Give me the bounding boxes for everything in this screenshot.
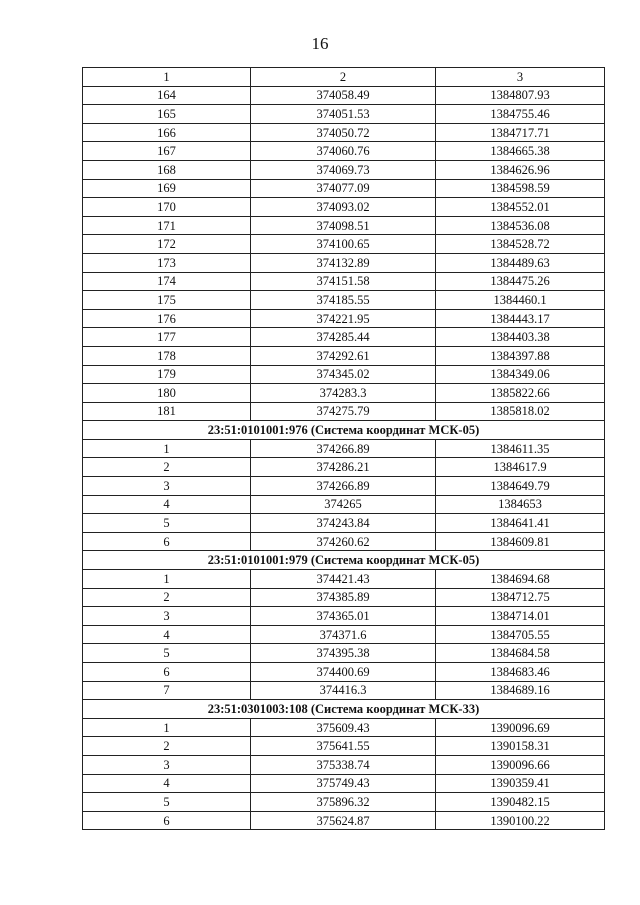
- x-coordinate-cell: 375624.87: [251, 811, 436, 830]
- table-row: [83, 384, 605, 403]
- table-row: [83, 328, 605, 347]
- table-row: [83, 291, 605, 310]
- x-coordinate-cell: 374286.21: [251, 458, 436, 477]
- point-number-cell: 167: [83, 142, 251, 161]
- point-number-cell: 6: [83, 663, 251, 682]
- table-row: [83, 439, 605, 458]
- point-number-cell: 7: [83, 681, 251, 700]
- y-coordinate-cell: 1384705.55: [436, 625, 605, 644]
- point-number-cell: 173: [83, 253, 251, 272]
- table-row: [83, 588, 605, 607]
- point-number-cell: 174: [83, 272, 251, 291]
- table-row: [83, 458, 605, 477]
- table-row: [83, 179, 605, 198]
- table-row: [83, 235, 605, 254]
- table-row: [83, 198, 605, 217]
- x-coordinate-cell: 374266.89: [251, 439, 436, 458]
- x-coordinate-cell: 374260.62: [251, 532, 436, 551]
- point-number-cell: 178: [83, 346, 251, 365]
- y-coordinate-cell: 1384684.58: [436, 644, 605, 663]
- header-cell-x: 2: [251, 68, 436, 87]
- section-header-row: [83, 700, 605, 719]
- point-number-cell: 177: [83, 328, 251, 347]
- x-coordinate-cell: 374132.89: [251, 253, 436, 272]
- section-header-row: [83, 551, 605, 570]
- y-coordinate-cell: 1384552.01: [436, 198, 605, 217]
- y-coordinate-cell: 1384617.9: [436, 458, 605, 477]
- x-coordinate-cell: 375749.43: [251, 774, 436, 793]
- table-row: [83, 755, 605, 774]
- x-coordinate-cell: 374395.38: [251, 644, 436, 663]
- x-coordinate-cell: 374151.58: [251, 272, 436, 291]
- point-number-cell: 6: [83, 811, 251, 830]
- y-coordinate-cell: 1384683.46: [436, 663, 605, 682]
- table-row: [83, 86, 605, 105]
- table-row: [83, 681, 605, 700]
- y-coordinate-cell: 1384665.38: [436, 142, 605, 161]
- point-number-cell: 5: [83, 514, 251, 533]
- table-row: [83, 811, 605, 830]
- point-number-cell: 176: [83, 309, 251, 328]
- x-coordinate-cell: 374098.51: [251, 216, 436, 235]
- y-coordinate-cell: 1384712.75: [436, 588, 605, 607]
- x-coordinate-cell: 374100.65: [251, 235, 436, 254]
- x-coordinate-cell: 374058.49: [251, 86, 436, 105]
- section-title: 23:51:0101001:979 (Система координат МСК-05): [83, 551, 605, 570]
- y-coordinate-cell: 1390359.41: [436, 774, 605, 793]
- x-coordinate-cell: 374185.55: [251, 291, 436, 310]
- x-coordinate-cell: 374275.79: [251, 402, 436, 421]
- point-number-cell: 170: [83, 198, 251, 217]
- table-row: [83, 793, 605, 812]
- point-number-cell: 2: [83, 458, 251, 477]
- x-coordinate-cell: 374265: [251, 495, 436, 514]
- table-row: [83, 123, 605, 142]
- table-row: [83, 142, 605, 161]
- table-row: [83, 477, 605, 496]
- table-row: [83, 607, 605, 626]
- x-coordinate-cell: 374093.02: [251, 198, 436, 217]
- table-row: [83, 514, 605, 533]
- y-coordinate-cell: 1384755.46: [436, 105, 605, 124]
- y-coordinate-cell: 1384598.59: [436, 179, 605, 198]
- y-coordinate-cell: 1384475.26: [436, 272, 605, 291]
- table-row: [83, 216, 605, 235]
- table-row: [83, 253, 605, 272]
- point-number-cell: 4: [83, 625, 251, 644]
- point-number-cell: 169: [83, 179, 251, 198]
- table-row: [83, 570, 605, 589]
- point-number-cell: 2: [83, 737, 251, 756]
- section-title: 23:51:0101001:976 (Система координат МСК-05): [83, 421, 605, 440]
- point-number-cell: 4: [83, 495, 251, 514]
- table-row: [83, 718, 605, 737]
- y-coordinate-cell: 1384694.68: [436, 570, 605, 589]
- x-coordinate-cell: 374416.3: [251, 681, 436, 700]
- point-number-cell: 4: [83, 774, 251, 793]
- point-number-cell: 5: [83, 644, 251, 663]
- point-number-cell: 3: [83, 477, 251, 496]
- x-coordinate-cell: 374266.89: [251, 477, 436, 496]
- point-number-cell: 1: [83, 570, 251, 589]
- table-row: [83, 625, 605, 644]
- point-number-cell: 165: [83, 105, 251, 124]
- y-coordinate-cell: 1384528.72: [436, 235, 605, 254]
- y-coordinate-cell: 1384653: [436, 495, 605, 514]
- y-coordinate-cell: 1384536.08: [436, 216, 605, 235]
- y-coordinate-cell: 1384349.06: [436, 365, 605, 384]
- point-number-cell: 164: [83, 86, 251, 105]
- table-row: [83, 402, 605, 421]
- x-coordinate-cell: 374400.69: [251, 663, 436, 682]
- y-coordinate-cell: 1384403.38: [436, 328, 605, 347]
- point-number-cell: 166: [83, 123, 251, 142]
- x-coordinate-cell: 375338.74: [251, 755, 436, 774]
- table-row: [83, 644, 605, 663]
- table-row: [83, 346, 605, 365]
- point-number-cell: 1: [83, 718, 251, 737]
- point-number-cell: 181: [83, 402, 251, 421]
- y-coordinate-cell: 1385822.66: [436, 384, 605, 403]
- table-row: [83, 365, 605, 384]
- point-number-cell: 2: [83, 588, 251, 607]
- y-coordinate-cell: 1384689.16: [436, 681, 605, 700]
- section-title: 23:51:0301003:108 (Система координат МСК-33): [83, 700, 605, 719]
- y-coordinate-cell: 1384611.35: [436, 439, 605, 458]
- table-row: [83, 663, 605, 682]
- y-coordinate-cell: 1384489.63: [436, 253, 605, 272]
- y-coordinate-cell: 1384714.01: [436, 607, 605, 626]
- x-coordinate-cell: 374385.89: [251, 588, 436, 607]
- header-row: [83, 68, 605, 87]
- table-row: [83, 272, 605, 291]
- point-number-cell: 3: [83, 607, 251, 626]
- point-number-cell: 5: [83, 793, 251, 812]
- y-coordinate-cell: 1384807.93: [436, 86, 605, 105]
- point-number-cell: 6: [83, 532, 251, 551]
- point-number-cell: 172: [83, 235, 251, 254]
- point-number-cell: 3: [83, 755, 251, 774]
- point-number-cell: 180: [83, 384, 251, 403]
- table-row: [83, 737, 605, 756]
- point-number-cell: 171: [83, 216, 251, 235]
- y-coordinate-cell: 1390482.15: [436, 793, 605, 812]
- point-number-cell: 168: [83, 160, 251, 179]
- y-coordinate-cell: 1384626.96: [436, 160, 605, 179]
- y-coordinate-cell: 1390096.69: [436, 718, 605, 737]
- header-cell-point: 1: [83, 68, 251, 87]
- y-coordinate-cell: 1384397.88: [436, 346, 605, 365]
- coordinates-table: [82, 67, 605, 830]
- x-coordinate-cell: 374285.44: [251, 328, 436, 347]
- table-row: [83, 532, 605, 551]
- y-coordinate-cell: 1384609.81: [436, 532, 605, 551]
- x-coordinate-cell: 375896.32: [251, 793, 436, 812]
- y-coordinate-cell: 1384717.71: [436, 123, 605, 142]
- x-coordinate-cell: 374069.73: [251, 160, 436, 179]
- table-row: [83, 309, 605, 328]
- coordinates-table-body: [83, 68, 605, 830]
- table-row: [83, 495, 605, 514]
- page-number: 16: [311, 34, 329, 53]
- x-coordinate-cell: 374221.95: [251, 309, 436, 328]
- y-coordinate-cell: 1390096.66: [436, 755, 605, 774]
- x-coordinate-cell: 374050.72: [251, 123, 436, 142]
- section-header-row: [83, 421, 605, 440]
- x-coordinate-cell: 374243.84: [251, 514, 436, 533]
- x-coordinate-cell: 374077.09: [251, 179, 436, 198]
- header-cell-y: 3: [436, 68, 605, 87]
- y-coordinate-cell: 1390100.22: [436, 811, 605, 830]
- table-row: [83, 774, 605, 793]
- point-number-cell: 1: [83, 439, 251, 458]
- y-coordinate-cell: 1384641.41: [436, 514, 605, 533]
- x-coordinate-cell: 374345.02: [251, 365, 436, 384]
- y-coordinate-cell: 1390158.31: [436, 737, 605, 756]
- point-number-cell: 179: [83, 365, 251, 384]
- point-number-cell: 175: [83, 291, 251, 310]
- table-row: [83, 160, 605, 179]
- table-row: [83, 105, 605, 124]
- x-coordinate-cell: 374421.43: [251, 570, 436, 589]
- y-coordinate-cell: 1384460.1: [436, 291, 605, 310]
- y-coordinate-cell: 1385818.02: [436, 402, 605, 421]
- x-coordinate-cell: 375609.43: [251, 718, 436, 737]
- x-coordinate-cell: 374283.3: [251, 384, 436, 403]
- x-coordinate-cell: 374051.53: [251, 105, 436, 124]
- x-coordinate-cell: 374292.61: [251, 346, 436, 365]
- x-coordinate-cell: 374371.6: [251, 625, 436, 644]
- x-coordinate-cell: 374060.76: [251, 142, 436, 161]
- x-coordinate-cell: 374365.01: [251, 607, 436, 626]
- y-coordinate-cell: 1384649.79: [436, 477, 605, 496]
- y-coordinate-cell: 1384443.17: [436, 309, 605, 328]
- x-coordinate-cell: 375641.55: [251, 737, 436, 756]
